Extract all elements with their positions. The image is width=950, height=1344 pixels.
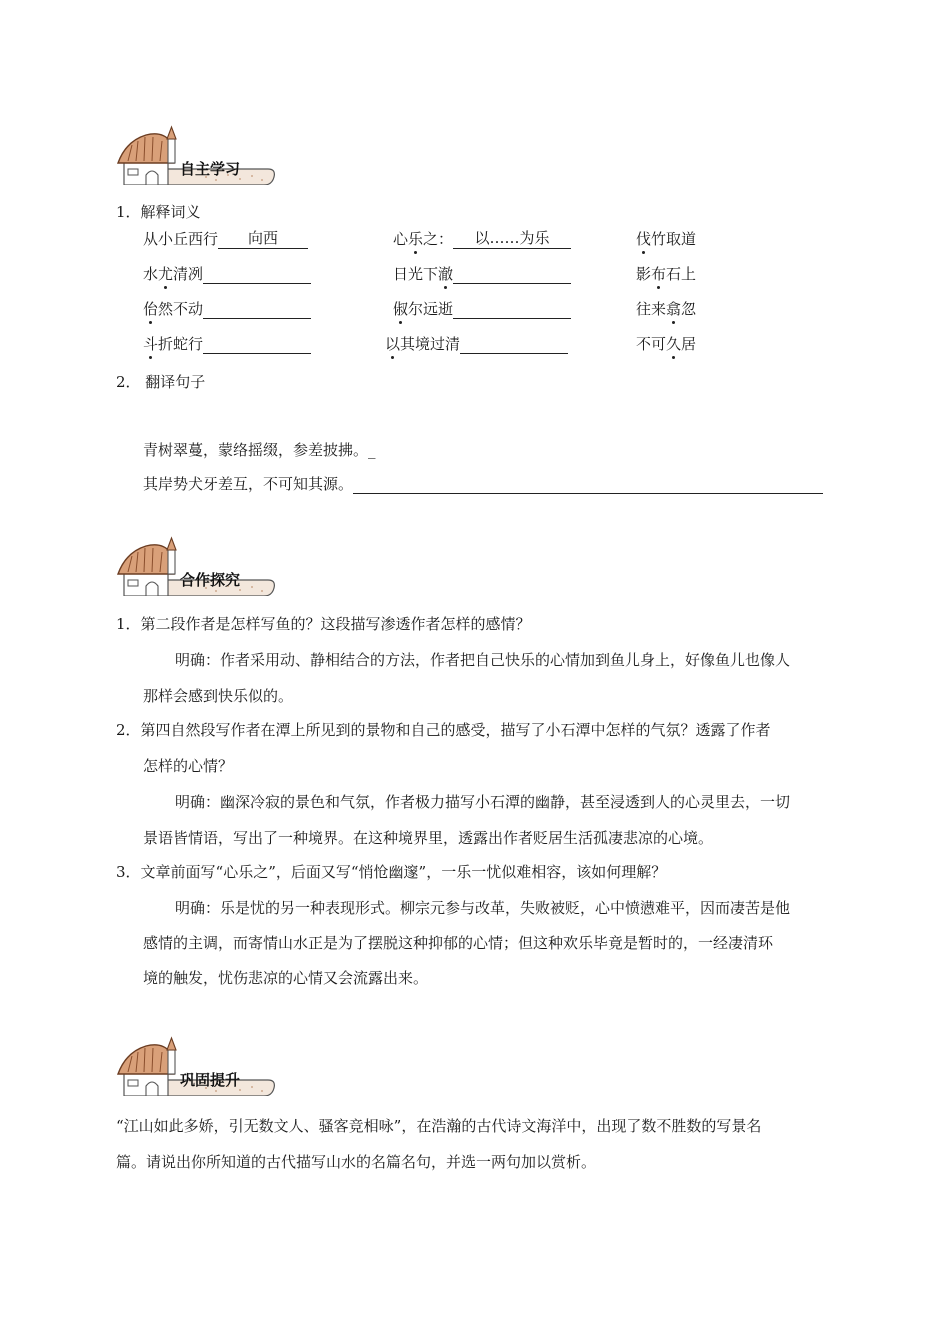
vocab-heading: 1．解释词义 [116,203,201,221]
consolidate-line-1: “江山如此多娇，引无数文人、骚客竞相咏”，在浩瀚的古代诗文海洋中，出现了数不胜数的写景名 [116,1117,762,1135]
question-2-line-1: 2．第四自然段写作者在潭上所见到的景物和自己的感受，描写了小石潭中怎样的气氛？透露了作者 [116,721,771,739]
answer-2-line-1: 明确：幽深冷寂的景色和气氛，作者极力描写小石潭的幽静，甚至浸透到人的心灵里去，一切 [175,793,791,811]
answer-blank[interactable] [353,474,823,494]
translate-sentence-1: 青树翠蔓，蒙络摇缀，参差披拂。_ [143,441,376,459]
vocab-item: 影布石上 [636,265,697,283]
vocab-item: 伐竹取道 [636,230,697,248]
answer-3-line-3: 境的触发，忧伤悲凉的心情又会流露出来。 [143,969,429,987]
answer-blank[interactable]: 向西 [218,229,308,249]
answer-blank[interactable] [460,334,568,354]
answer-3-line-2: 感情的主调，而寄情山水正是为了摆脱这种抑郁的心情；但这种欢乐毕竟是暂时的，一经凄清环 [143,934,774,952]
vocab-item: 往来翕忽 [636,300,697,318]
answer-blank[interactable] [453,299,571,319]
question-2-line-2: 怎样的心情？ [143,757,234,775]
answer-3-line-1: 明确：乐是忧的另一种表现形式。柳宗元参与改革，失败被贬，心中愤懑难平，因而凄苦是他 [175,899,791,917]
consolidate-line-2: 篇。请说出你所知道的古代描写山水的名篇名句，并选一两句加以赏析。 [116,1153,597,1171]
vocab-item: 俶尔远逝 [393,299,571,319]
vocab-item: 斗折蛇行 [143,334,311,354]
answer-2-line-2: 景语皆情语，写出了一种境界。在这种境界里，透露出作者贬居生活孤凄悲凉的心境。 [143,829,714,847]
vocab-item: 水尤清冽 [143,264,311,284]
section-header-self-study [116,125,276,185]
translate-sentence-2: 其岸势犬牙差互，不可知其源。 [143,474,823,494]
vocab-item: 日光下澈 [393,264,571,284]
section-header-cooperative [116,536,276,596]
vocab-item: 以其境过清 [385,334,568,354]
section-title: 巩固提升 [180,1071,241,1089]
vocab-item: 佁然不动 [143,299,311,319]
vocab-item: 心乐之： 以……为乐 [393,229,571,249]
answer-blank[interactable] [203,299,311,319]
section-title: 合作探究 [180,571,241,589]
vocab-item: 不可久居 [636,335,697,353]
answer-1-line-1: 明确：作者采用动、静相结合的方法，作者把自己快乐的心情加到鱼儿身上，好像鱼儿也像人 [175,651,791,669]
section-header-consolidate [116,1036,276,1096]
answer-blank[interactable]: 以……为乐 [453,229,571,249]
question-1: 1．第二段作者是怎样写鱼的？这段描写渗透作者怎样的感情？ [116,615,531,633]
answer-blank[interactable] [453,264,571,284]
translate-heading: 2． 翻译句子 [116,373,206,391]
question-3: 3．文章前面写“心乐之”，后面又写“悄怆幽邃”，一乐一忧似难相容，该如何理解？ [116,863,667,881]
answer-blank[interactable] [203,334,311,354]
section-title: 自主学习 [180,160,241,178]
answer-blank[interactable] [203,264,311,284]
answer-1-line-2: 那样会感到快乐似的。 [143,687,294,705]
vocab-item: 从小丘西行 向西 [143,229,308,249]
